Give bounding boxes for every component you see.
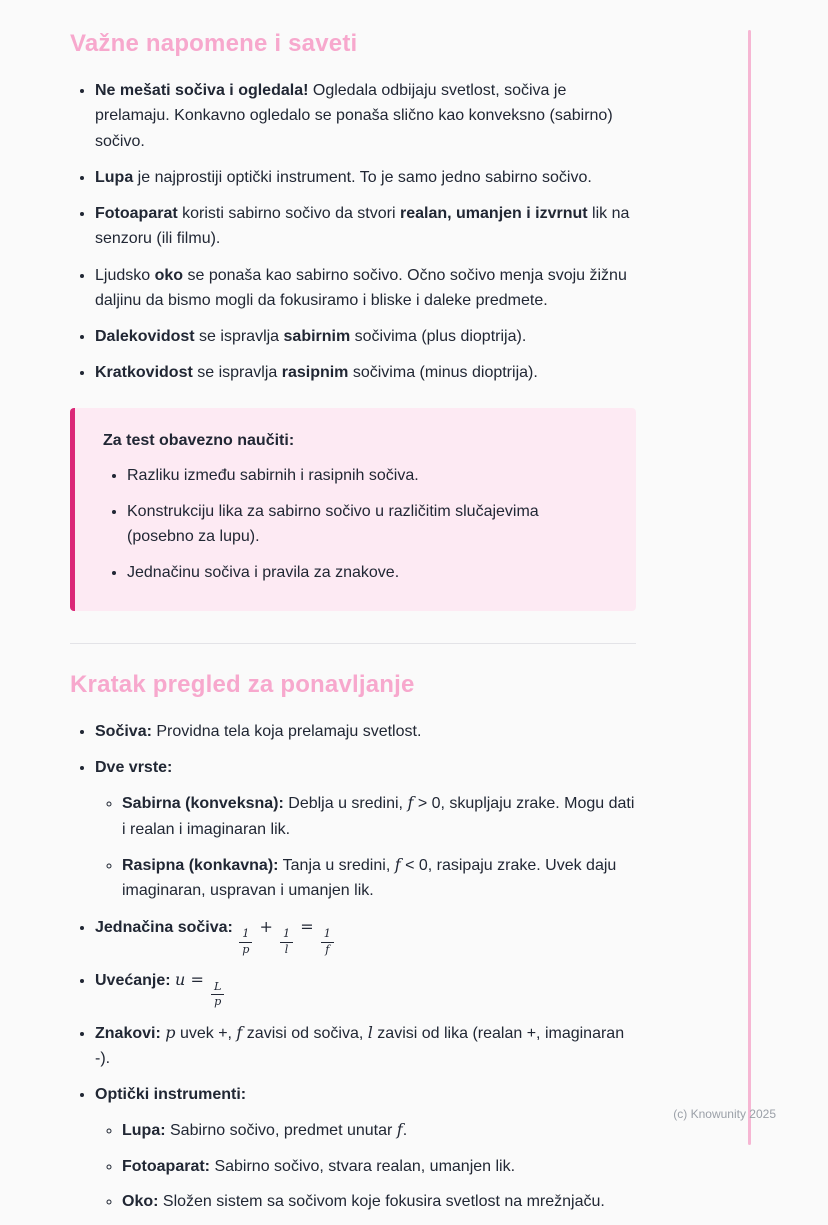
list-item [95, 719, 636, 744]
section-title-review: Kratak pregled za ponavljanje [70, 670, 415, 698]
list-item [95, 263, 636, 314]
section-divider [70, 643, 636, 644]
list-item-text: Oko: Složen sistem sa sočivom koje fokusira svetlost na mrežnjaču. [122, 1192, 605, 1210]
list-item-text: Kratkovidost se ispravlja rasipnim sočivima (minus dioptrija). [95, 364, 538, 382]
list-item [95, 755, 636, 903]
list-item [95, 1082, 636, 1214]
list-item-text: Fotoaparat koristi sabirno sočivo da stvori realan, umanjen i izvrnut lik na senzoru (ili filmu). [95, 205, 630, 248]
list-item-text: Ne mešati sočiva i ogledala! Ogledala odbijaju svetlost, sočiva je prelamaju. Konkavno ogledalo se ponaša slično kao konveksno (sabirno) sočivo. [95, 82, 613, 150]
list-item-text: Optički instrumenti: [95, 1086, 247, 1104]
list-item-text: Lupa: Sabirno sočivo, predmet unutar f. [122, 1120, 408, 1140]
list-item-text: Razliku između sabirnih i rasipnih sočiva. [127, 466, 419, 484]
list-item [95, 1020, 636, 1072]
list-item [127, 499, 608, 550]
list-item-text: Uvećanje: u = $\frac{L}{p}$ [95, 972, 226, 989]
list-item [95, 324, 636, 349]
list-item-text: Lupa je najprostiji optički instrument. To je samo jedno sabirno sočivo. [95, 168, 592, 186]
page-accent-line [748, 30, 751, 1145]
list-item [95, 967, 636, 1009]
list-item [122, 790, 636, 842]
callout-title: Za test obavezno naučiti: [103, 431, 295, 449]
list-item [127, 560, 608, 585]
list-item-text: Jednačinu sočiva i pravila za znakove. [127, 564, 400, 582]
callout-list [103, 463, 608, 586]
list-item-text: Dalekovidost se ispravlja sabirnim sočivima (plus dioptrija). [95, 328, 527, 346]
list-item-text: Jednačina sočiva: $\frac{1}{p}$ + $\frac{1}{l}$ = $\frac{1}{f}$ [95, 919, 336, 936]
list-item-text: Konstrukciju lika za sabirno sočivo u različitim slučajevima (posebno za lupu). [127, 502, 539, 546]
list-item-text: Sočiva: Providna tela koja prelamaju svetlost. [95, 722, 422, 740]
section-title-notes: Važne napomene i saveti [70, 30, 358, 57]
list-item-text: Ljudsko oko se ponaša kao sabirno sočivo. Očno sočivo menja svoju žižnu daljinu da bismo mogli da fokusiramo i bliske i daleke predmete. [95, 266, 627, 309]
list-item [95, 914, 636, 956]
copyright-text: (c) Knowunity 2025 [673, 1107, 776, 1121]
list-item-text: Dve vrste: [95, 758, 173, 776]
sub-list [95, 790, 636, 903]
review-list [70, 719, 636, 1215]
document-content [70, 30, 636, 1225]
notes-list [70, 78, 636, 386]
list-item-text: Rasipna (konkavna): Tanja u sredini, f < 0, rasipaju zrake. Uvek daju imaginaran, uspravan i umanjen lik. [122, 854, 617, 900]
list-item-text: Znakovi: p uvek +, f zavisi od sočiva, l zavisi od lika (realan +, imaginaran -). [95, 1022, 625, 1067]
list-item [122, 852, 636, 904]
list-item-text: Fotoaparat: Sabirno sočivo, stvara realan, umanjen lik. [122, 1157, 516, 1175]
list-item [122, 1189, 636, 1214]
callout-box [70, 408, 636, 611]
list-item [95, 360, 636, 385]
list-item-text: Sabirna (konveksna): Deblja u sredini, f > 0, skupljaju zrake. Mogu dati i realan i imaginaran lik. [122, 793, 635, 838]
list-item [95, 165, 636, 190]
list-item [122, 1154, 636, 1179]
list-item [122, 1117, 636, 1143]
list-item [127, 463, 608, 488]
sub-list [95, 1117, 636, 1214]
list-item [95, 78, 636, 154]
list-item [95, 201, 636, 252]
